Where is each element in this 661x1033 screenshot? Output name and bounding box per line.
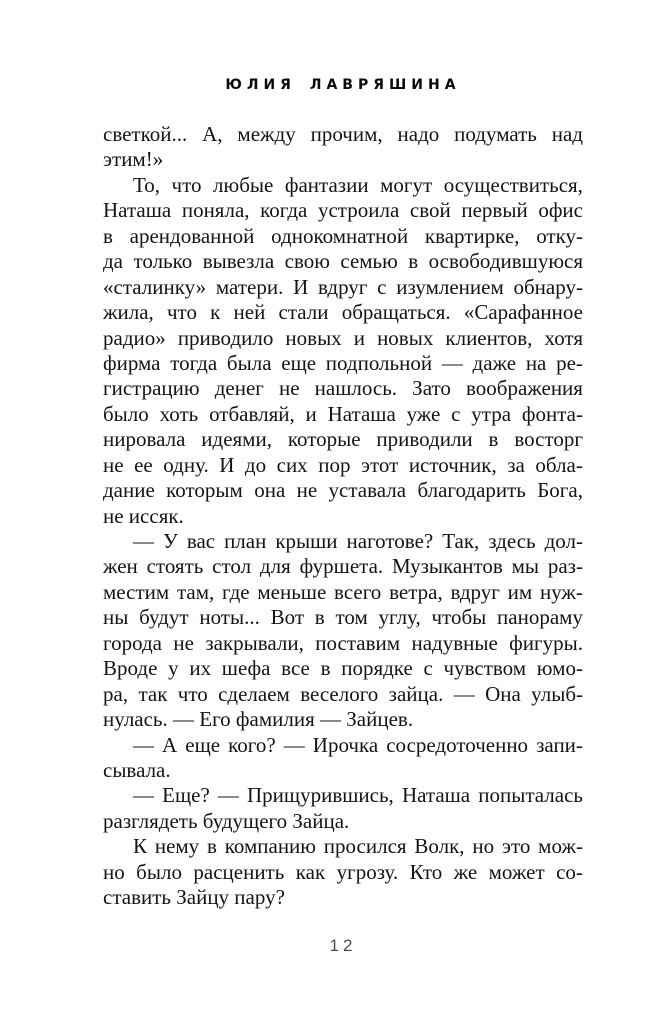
text-line: жен стоять стол для фуршета. Музыкантов мы раз- bbox=[103, 554, 583, 579]
text-line: города не закрывали, поставим надувные фигуры. bbox=[103, 630, 583, 655]
running-header: ЮЛИЯ ЛАВРЯШИНА bbox=[225, 77, 461, 93]
text-line: — А еще кого? — Ирочка сосредоточенно запи- bbox=[133, 732, 583, 757]
text-line: — У вас план крыши наготове? Так, здесь дол- bbox=[133, 529, 583, 553]
text-line: этим!» bbox=[103, 147, 164, 172]
text-line: К нему в компанию просился Волк, но это мож- bbox=[133, 834, 583, 859]
text-line: гистрацию денег не нашлось. Зато воображения bbox=[103, 376, 583, 401]
text-line: разглядеть будущего Зайца. bbox=[103, 808, 350, 833]
text-line: светкой... А, между прочим, надо подумать над bbox=[103, 122, 583, 146]
text-line: ра, так что сделаем веселого зайца. — Она улыб- bbox=[103, 681, 583, 706]
text-line: жила, что к ней стали обращаться. «Сарафанное bbox=[103, 300, 583, 325]
text-line: в арендованной однокомнатной квартирке, отку- bbox=[103, 223, 583, 248]
text-line: фирма тогда была еще подпольной — даже на ре- bbox=[103, 350, 583, 375]
text-line: сывала. bbox=[103, 757, 171, 782]
text-line: радио» приводило новых и новых клиентов, хотя bbox=[103, 325, 583, 350]
text-line: но было расценить как угрозу. Кто же может со- bbox=[103, 859, 583, 884]
page-number: 12 bbox=[329, 936, 357, 955]
text-line: ставить Зайцу пару? bbox=[103, 885, 285, 910]
text-line: местим там, где меньше всего ветра, вдруг им нуж- bbox=[103, 579, 583, 604]
text-line: не ее одну. И до сих пор этот источник, за обла- bbox=[103, 452, 583, 477]
text-line: «сталинку» матери. И вдруг с изумлением обнару- bbox=[103, 274, 583, 299]
text-line: — Еще? — Прищурившись, Наташа попыталась bbox=[133, 783, 583, 808]
text-line: нулась. — Его фамилия — Зайцев. bbox=[103, 707, 414, 732]
text-line: не иссяк. bbox=[103, 503, 184, 528]
text-line: Вроде у их шефа все в порядке с чувством юмо- bbox=[103, 656, 583, 681]
text-line: да только вывезла свою семью в освободившуюся bbox=[103, 249, 583, 274]
text-block bbox=[103, 122, 583, 911]
text-line: нировала идеями, которые приводили в восторг bbox=[103, 427, 583, 452]
text-line: То, что любые фантазии могут осуществиться, bbox=[133, 172, 583, 197]
text-line: было хоть отбавляй, и Наташа уже с утра фонта- bbox=[103, 401, 583, 426]
text-line: дание которым она не уставала благодарить Бога, bbox=[103, 478, 583, 503]
text-line: Наташа поняла, когда устроила свой первый офис bbox=[103, 198, 583, 223]
text-line: ны будут ноты... Вот в том углу, чтобы панораму bbox=[103, 605, 583, 630]
